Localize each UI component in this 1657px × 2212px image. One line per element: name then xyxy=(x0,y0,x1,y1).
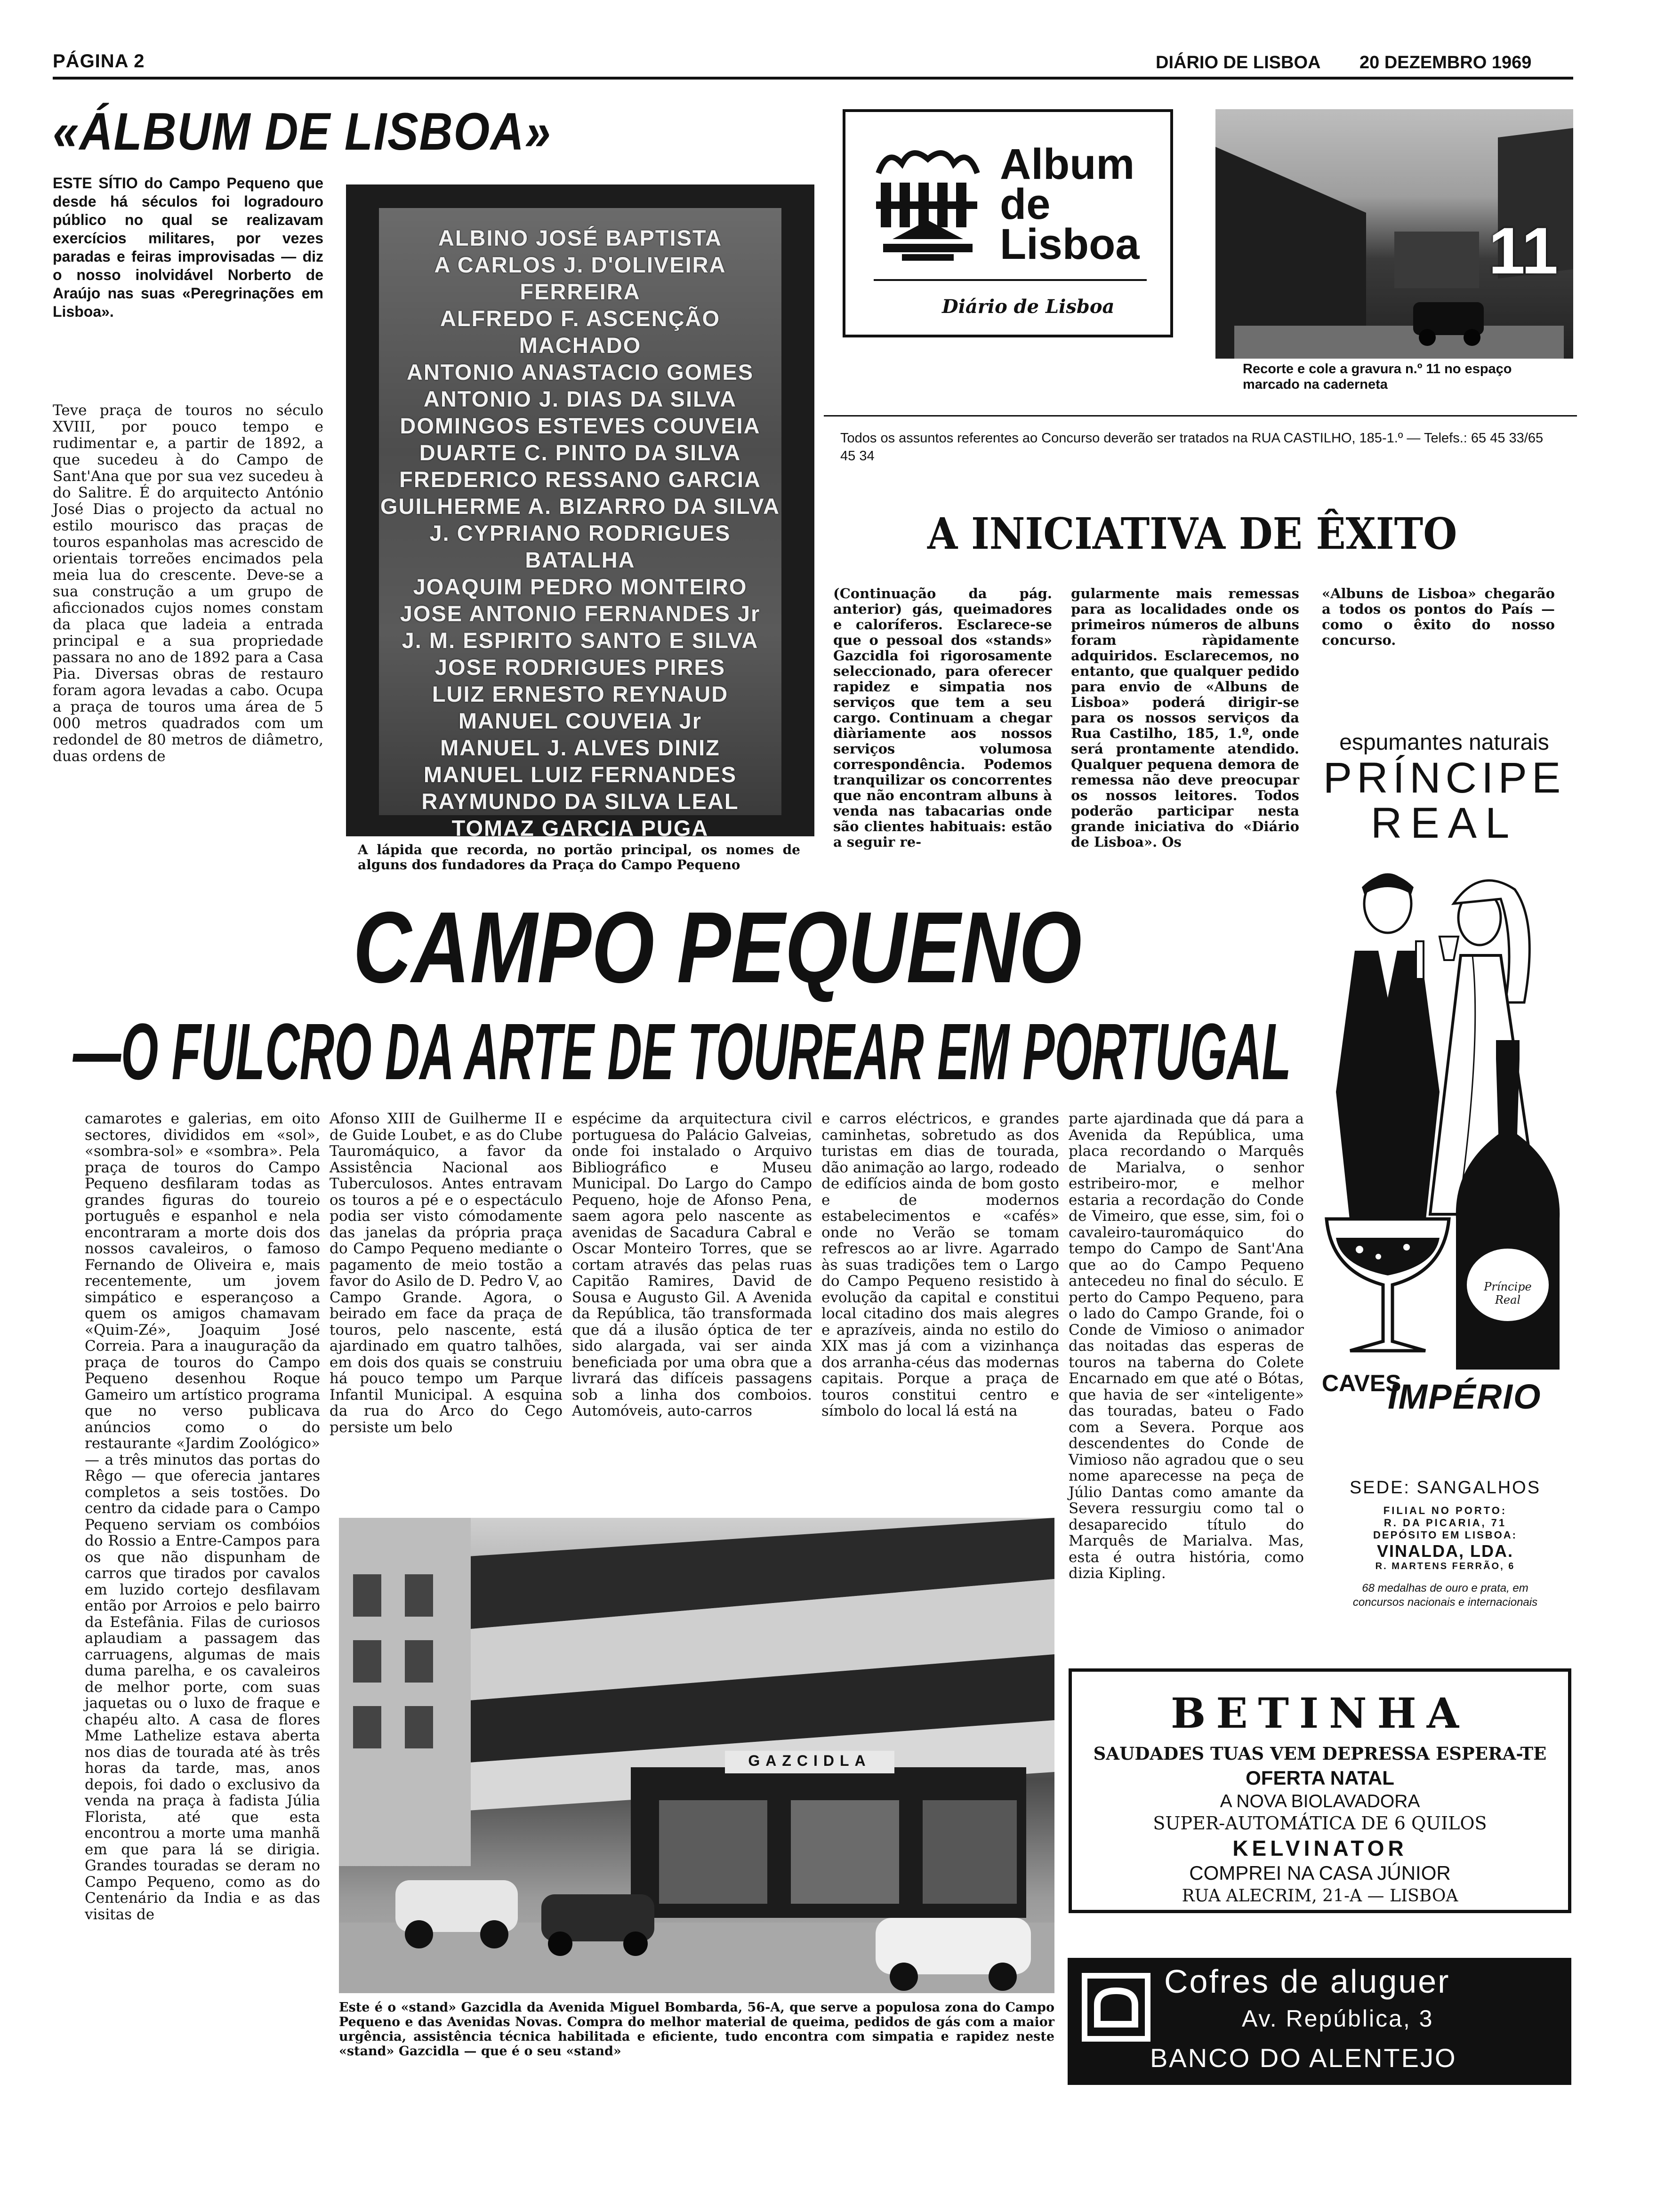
plaque-name: JOSE ANTONIO FERNANDES Jr xyxy=(400,601,761,626)
initiative-col3: «Albuns de Lisboa» chegarão a todos os pontos do País — como o êxito do nosso concurso. xyxy=(1322,585,1555,648)
cofres-line3: BANCO DO ALENTEJO xyxy=(1150,2043,1457,2073)
ad-sede: SEDE: SANGALHOS xyxy=(1349,1478,1541,1498)
gazcidla-stand-photo xyxy=(339,1518,1054,1993)
contest-top-rule xyxy=(824,415,1577,417)
album-section-title: «ÁLBUM DE LISBOA» xyxy=(53,102,552,161)
plaque-names-list xyxy=(379,224,781,836)
ad-principe-details xyxy=(1323,1478,1568,1610)
stand-sign: GAZCIDLA xyxy=(748,1752,871,1769)
album-logo-subtitle: Diário de Lisboa xyxy=(942,296,1115,318)
article-col4: e carros eléctricos, e grandes caminhetas, sobretudo as dos turistas em dias de tourada, dão animação ao largo, rodeado de edifícios ainda de bom gosto e de modernos estabelecimentos e «cafés» onde no Verão se tomam refrescos ao ar livre. Agarrado às suas tradições tem o Largo do Campo Pequeno resistido à evolução da capital e constitui local citadino dos mais alegres e aprazíveis, ainda no estilo do XIX mas já com a vizinhança dos arranha-céus das modernas capitais. Porque a praça de touros constitui centro e símbolo do local lá está na xyxy=(821,1110,1059,1419)
cofres-line1: Cofres de aluguer xyxy=(1164,1963,1450,2000)
plaque-photo xyxy=(346,184,814,836)
plaque-name: DOMINGOS ESTEVES COUVEIA xyxy=(400,413,761,438)
plaque-name: MANUEL COUVEIA Jr xyxy=(458,708,702,733)
betinha-line4: SUPER-AUTOMÁTICA DE 6 QUILOS xyxy=(1153,1813,1487,1834)
plaque-name: MANUEL LUIZ FERNANDES xyxy=(423,762,737,787)
ad-cofres xyxy=(1068,1958,1571,2085)
album-logo-line3: Lisboa xyxy=(1000,220,1140,268)
ad-principe-real xyxy=(1317,711,1571,1450)
ad-medals: 68 medalhas de ouro e prata, em concursos nacionais e internacionais xyxy=(1352,1582,1538,1609)
plaque-name: ALBINO JOSÉ BAPTISTA xyxy=(438,225,723,250)
engraving-caption: Recorte e cole a gravura n.º 11 no espaço marcado na caderneta xyxy=(1243,361,1512,392)
article-col2: Afonso XIII de Guilherme II e de Guide Loubet, e as do Clube Tauromáquico, a favor da Assistência Nacional aos Tuberculosos. Antes entravam os touros a pé e o espectáculo podia ser visto cómodamente das janelas da própria praça do Campo Pequeno mediante o pagamento de meio tostão a favor do Asilo de D. Pedro V, ao Campo Grande. Agora, o beirado em face da praça de touros, pelo nascente, está ajardinado em quatro talhões, em dois dos quais se construiu há pouco tempo um Parque Infantil Municipal. A esquina da rua do Arco do Cego persiste um belo xyxy=(330,1110,563,1436)
album-lead-paragraph: ESTE SÍTIO do Campo Pequeno que desde há séculos foi logradouro público no qual se realizavam exercícios militares, por vezes paradas e feiras improvisadas — diz o nosso inolvidável Norberto de Araújo nas suas «Peregrinações em Lisboa». xyxy=(53,175,323,320)
building-facade xyxy=(339,1518,1054,1993)
ad-betinha xyxy=(1069,1668,1571,1913)
plaque-name: JOAQUIM PEDRO MONTEIRO xyxy=(413,574,748,599)
issue-date: 20 DEZEMBRO 1969 xyxy=(1359,53,1532,72)
ad-vinalda: VINALDA, LDA. xyxy=(1377,1541,1513,1561)
ad-filial: FILIAL NO PORTO: xyxy=(1383,1505,1507,1516)
ad-principe-line1: espumantes naturais xyxy=(1339,730,1549,755)
plaque-name: DUARTE C. PINTO DA SILVA xyxy=(419,440,741,465)
header-rule xyxy=(53,77,1573,80)
lisbon-emblem-icon xyxy=(874,145,982,267)
betinha-line3: A NOVA BIOLAVADORA xyxy=(1220,1791,1420,1811)
plaque-name: A CARLOS J. D'OLIVEIRA FERREIRA xyxy=(434,252,726,304)
initiative-headline: A INICIATIVA DE ÊXITO xyxy=(927,508,1457,559)
page-number: PÁGINA 2 xyxy=(53,51,145,72)
main-subheadline: —O FULCRO DA ARTE DE TOUREAR EM PORTUGAL xyxy=(73,1007,1291,1097)
ad-principe-line2: PRÍNCIPE xyxy=(1323,754,1566,802)
album-logo-line1: Album xyxy=(1000,140,1135,188)
plaque-name: JOSE RODRIGUES PIRES xyxy=(434,655,726,680)
wine-bottle-icon xyxy=(1449,1040,1567,1374)
plaque-name: ANTONIO ANASTACIO GOMES xyxy=(406,360,754,385)
bottle-label-text: Príncipe Real xyxy=(1484,1280,1532,1306)
plaque-name: RAYMUNDO DA SILVA LEAL xyxy=(421,789,739,814)
contest-note: Todos os assuntos referentes ao Concurso deverão ser tratados na RUA CASTILHO, 185-1.º — Telefs.: 65 45 33/65 45 34 xyxy=(840,431,1544,464)
main-headline: CAMPO PEQUENO xyxy=(353,890,1082,1004)
initiative-col2: gularmente mais remessas para as localidades onde os primeiros números de albuns foram ràpidamente adquiridos. Esclarecemos, no entanto, que qualquer pedido para envio de «Albuns de Lisboa» poderá dirigir-se para os nossos serviços da Rua Castilho, 185, 1.º, onde será prontamente atendido. Qualquer pequena demora de remessa não deve preocupar os nossos leitores. Todos poderão participar nesta grande iniciativa do «Diário de Lisboa». Os xyxy=(1071,585,1299,850)
ad-filial-address: R. DA PICARIA, 71 xyxy=(1384,1517,1507,1529)
champagne-glass-icon xyxy=(1322,1210,1454,1360)
betinha-line2: OFERTA NATAL xyxy=(1246,1767,1394,1789)
ad-deposito: DEPÓSITO EM LISBOA: xyxy=(1373,1529,1517,1541)
plaque-name: J. M. ESPIRITO SANTO E SILVA xyxy=(402,628,759,653)
album-body-text: Teve praça de touros no século XVIII, por pouco tempo e rudimentar e, a partir de 1892, a que sucedeu à do Campo de Sant'Ana que por sua vez sucedeu à do Salitre. É do arquitecto António José Dias o projecto da actual no estilo mourisco das praças de touros espanholas mas acrescido de orientais torreões encimados pela meia lua do crescente. Deve-se a sua construção a um grupo de aficcionados cujos nomes constam da placa que ladeia a entrada principal e a sua propriedade passara no ano de 1892 para a Casa Pia. Diversas obras de restauro foram agora levadas a cabo. Ocupa a praça de touros uma área de 5 000 metros quadrados com um redondel de 80 metros de diâmetro, duas ordens de xyxy=(53,402,323,765)
cofres-line2: Av. República, 3 xyxy=(1242,2005,1434,2032)
betinha-title: BETINHA xyxy=(1171,1689,1469,1738)
plaque-name: J. CYPRIANO RODRIGUES BATALHA xyxy=(429,521,731,572)
album-logo-rule xyxy=(874,279,1147,281)
album-logo-line2: de xyxy=(1000,180,1051,228)
plaque-name: GUILHERME A. BIZARRO DA SILVA xyxy=(380,494,780,519)
plaque-name: ANTONIO J. DIAS DA SILVA xyxy=(423,386,737,411)
article-col1: camarotes e galerias, em oito sectores, divididos em «sol», «sombra-sol» e «sombra». Pela praça de touros do Campo Pequeno desfilaram todas as grandes figuras do toureio português e espanhol e nela encontraram a morte dois dos nossos cavaleiros, o famoso Fernando de Oliveira e, mais recentemente, um jovem simpático e esperançoso a quem os amigos chamavam «Quim-Zé», Joaquim José Correia. Para a inauguração da praça de touros do Campo Pequeno desenhou Roque Gameiro um artístico programa que no verso publicava anúncios como o do restaurante «Jardim Zoológico» — a três minutos das portas do Rêgo — que oferecia jantares completos a seis tostões. Do centro da cidade para o Campo Pequeno serviam os combóios do Rossio a Entre-Campos para os que não dispunham de carros que tirados por cavalos em luzido cortejo desfilavam então por Arroios e pelo bairro da Estefânia. Filas de curiosos aplaudiam a passagem das carruagens, algumas de mais duma parelha, e os cavaleiros de melhor porte, com suas jaquetas ou o luxo de fraque e chapéu alto. A casa de flores Mme Lathelize estava aberta nos dias de tourada até às três horas da tarde, mas, anos depois, foi dado o exclusivo da venda na praça à fadista Júlia Florista, até que esta encontrou a morte uma manhã em que para lá se dirigia. Grandes touradas se deram no Campo Pequeno, como as do Centenário da India e as das visitas de xyxy=(85,1110,320,1923)
album-logo-box xyxy=(843,109,1173,337)
ad-vinalda-address: R. MARTENS FERRÃO, 6 xyxy=(1375,1561,1515,1571)
plaque-name: MANUEL J. ALVES DINIZ xyxy=(440,735,720,760)
plaque-caption: A lápida que recorda, no portão principal, os nomes de alguns dos fundadores da Praça do Campo Pequeno xyxy=(358,842,800,873)
betinha-line7: RUA ALECRIM, 21-A — LISBOA xyxy=(1182,1886,1458,1906)
initiative-col1: (Continuação da pág. anterior) gás, queimadores e caloríferos. Esclarece-se que o pessoal dos «stands» Gazcidla foi rigorosamente seleccionado, para oferecer rapidez e simpatia nos serviços que tem a seu cargo. Continuam a chegar diàriamente aos nossos serviços volumosa correspondência. Podemos tranquilizar os concorrentes que não encontram albuns à venda nas tabacarias onde são clientes habituais: estão a seguir re- xyxy=(833,585,1052,850)
engraving-photo xyxy=(1215,109,1573,359)
ad-caves: CAVES xyxy=(1322,1370,1401,1396)
plaque-name: LUIZ ERNESTO REYNAUD xyxy=(432,681,729,706)
betinha-line5: KELVINATOR xyxy=(1232,1836,1408,1860)
plaque-name: ALFREDO F. ASCENÇÃO MACHADO xyxy=(440,306,721,358)
betinha-line6: COMPREI NA CASA JÚNIOR xyxy=(1189,1862,1451,1884)
newspaper-name: DIÁRIO DE LISBOA xyxy=(1156,53,1321,72)
ad-imperio: IMPÉRIO xyxy=(1388,1377,1542,1416)
engraving-number: 11 xyxy=(1488,214,1558,288)
article-col5: parte ajardinada que dá para a Avenida da República, uma placa recordando o Marquês de Marialva, o senhor estribeiro-mor, e melhor estaria a recordação do Conde de Vimeiro, que esse, sim, foi o cavaleiro-tauromáquico do tempo do Campo de Sant'Ana que ao do Campo Pequeno antecedeu no final do século. E perto do Campo Pequeno, para o lado do Campo Grande, foi o Conde de Vimioso o animador das noitadas das esperas de touros na taberna do Colete Encarnado em que até o Bótas, que havia de ser «inteligente» das touradas, bateu o Fado com a Severa. Porque aos descendentes do Conde de Vimioso não agradou que o seu nome aparecesse na peça de Júlio Dantas como amante da Severa ressurgiu como tal o desaparecido título do Marquês de Marialva. Mas, esta é outra história, como dizia Kipling. xyxy=(1069,1110,1304,1582)
plaque-name: TOMAZ GARCIA PUGA xyxy=(451,816,709,836)
stand-photo-caption: Este é o «stand» Gazcidla da Avenida Miguel Bombarda, 56-A, que serve a populosa zona do Campo Pequeno e das Avenidas Novas. Compra do melhor material de queima, pedidos de gás com a maior urgência, assistência técnica habilitada e eficiente, tudo encontra com simpatia e rapidez neste «stand» Gazcidla — que é o seu «stand» xyxy=(339,2000,1054,2059)
ad-principe-line3: REAL xyxy=(1370,799,1518,847)
betinha-line1: SAUDADES TUAS VEM DEPRESSA ESPERA-TE xyxy=(1093,1743,1547,1764)
bank-logo-icon xyxy=(1081,1972,1151,2043)
plaque-name: FREDERICO RESSANO GARCIA xyxy=(399,467,761,492)
article-col3: espécime da arquitectura civil portuguesa do Palácio Galveias, onde foi instalado o Arquivo Bibliográfico e Museu Municipal. Do Largo do Campo Pequeno, hoje de Afonso Pena, saem agora pelo nascente as avenidas de Sacadura Cabral e Oscar Monteiro Torres, que se cortam através das pelas ruas Capitão Ramires, David de Sousa e Augusto Gil. A Avenida da República, tão transformada que dá a ilusão óptica de ter sido alargada, vai ser ainda beneficiada por uma obra que a livrará das difíceis passagens sob a linha dos comboios. Automóveis, auto-carros xyxy=(572,1110,812,1419)
